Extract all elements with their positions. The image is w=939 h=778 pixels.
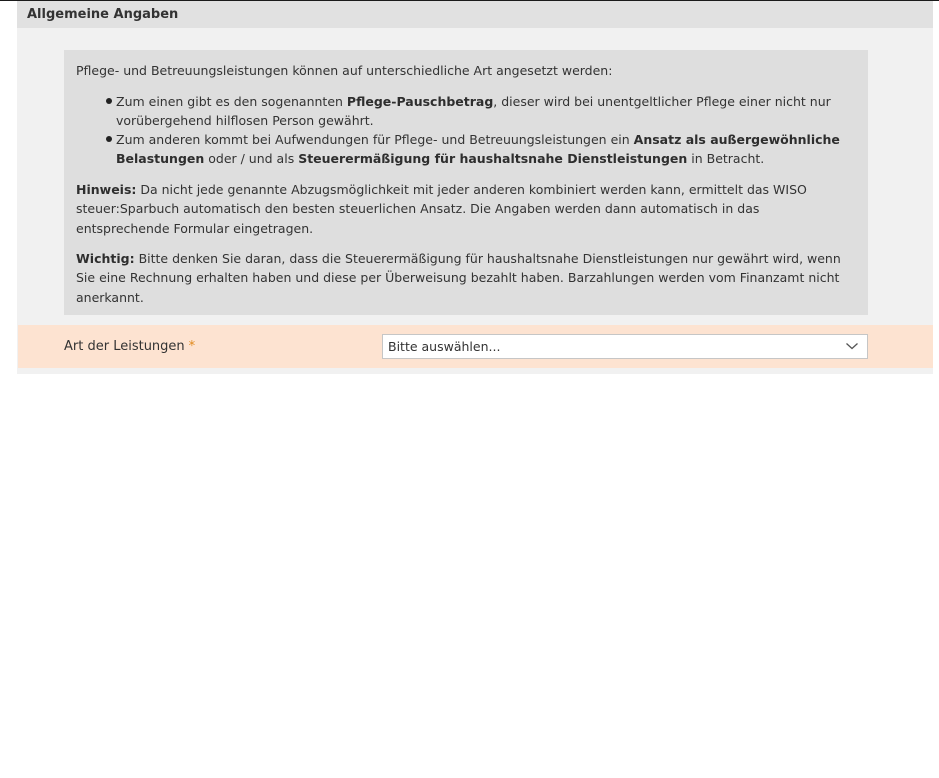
section-title: Allgemeine Angaben	[27, 7, 179, 22]
section-header	[17, 1, 933, 28]
info-bullet-pauschbetrag: Zum einen gibt es den sogenannten Pflege-Pauschbetrag, dieser wird bei unentgeltlicher Pflege einer nicht nur vorübergehend hilflosen Person gewährt.	[116, 94, 831, 129]
info-intro: Pflege- und Betreuungsleistungen können auf unterschiedliche Art angesetzt werden:	[76, 63, 613, 78]
art-der-leistungen-row	[18, 325, 933, 368]
info-hinweis: Hinweis: Da nicht jede genannte Abzugsmöglichkeit mit jeder anderen kombiniert werden kann, ermittelt das WISO steuer:Sparbuch automatisch den besten steuerlichen Ansatz. Die Angaben werden dann automatisch in das entsprechende Formular eingetragen.	[76, 182, 807, 236]
info-bullet-belastungen: Zum anderen kommt bei Aufwendungen für Pflege- und Betreuungsleistungen ein Ansatz als außergewöhnliche Belastungen oder / und als Steuerermäßigung für haushaltsnahe Dienstleistungen in Betracht.	[116, 132, 840, 167]
required-marker: *	[188, 339, 196, 354]
art-der-leistungen-label: Art der Leistungen *	[64, 339, 196, 354]
bullet-dot-icon	[106, 136, 112, 142]
bullet-dot-icon	[106, 98, 112, 104]
info-box	[64, 50, 868, 315]
general-info-section	[17, 1, 933, 374]
chevron-down-icon	[845, 341, 859, 351]
info-wichtig: Wichtig: Bitte denken Sie daran, dass die Steuerermäßigung für haushaltsnahe Dienstleistungen nur gewährt wird, wenn Sie eine Rechnung erhalten haben und diese per Überweisung bezahlt haben. Barzahlungen werden vom Finanzamt nicht anerkannt.	[76, 251, 841, 305]
select-value: Bitte auswählen...	[388, 339, 501, 354]
art-der-leistungen-select[interactable]	[382, 334, 868, 359]
